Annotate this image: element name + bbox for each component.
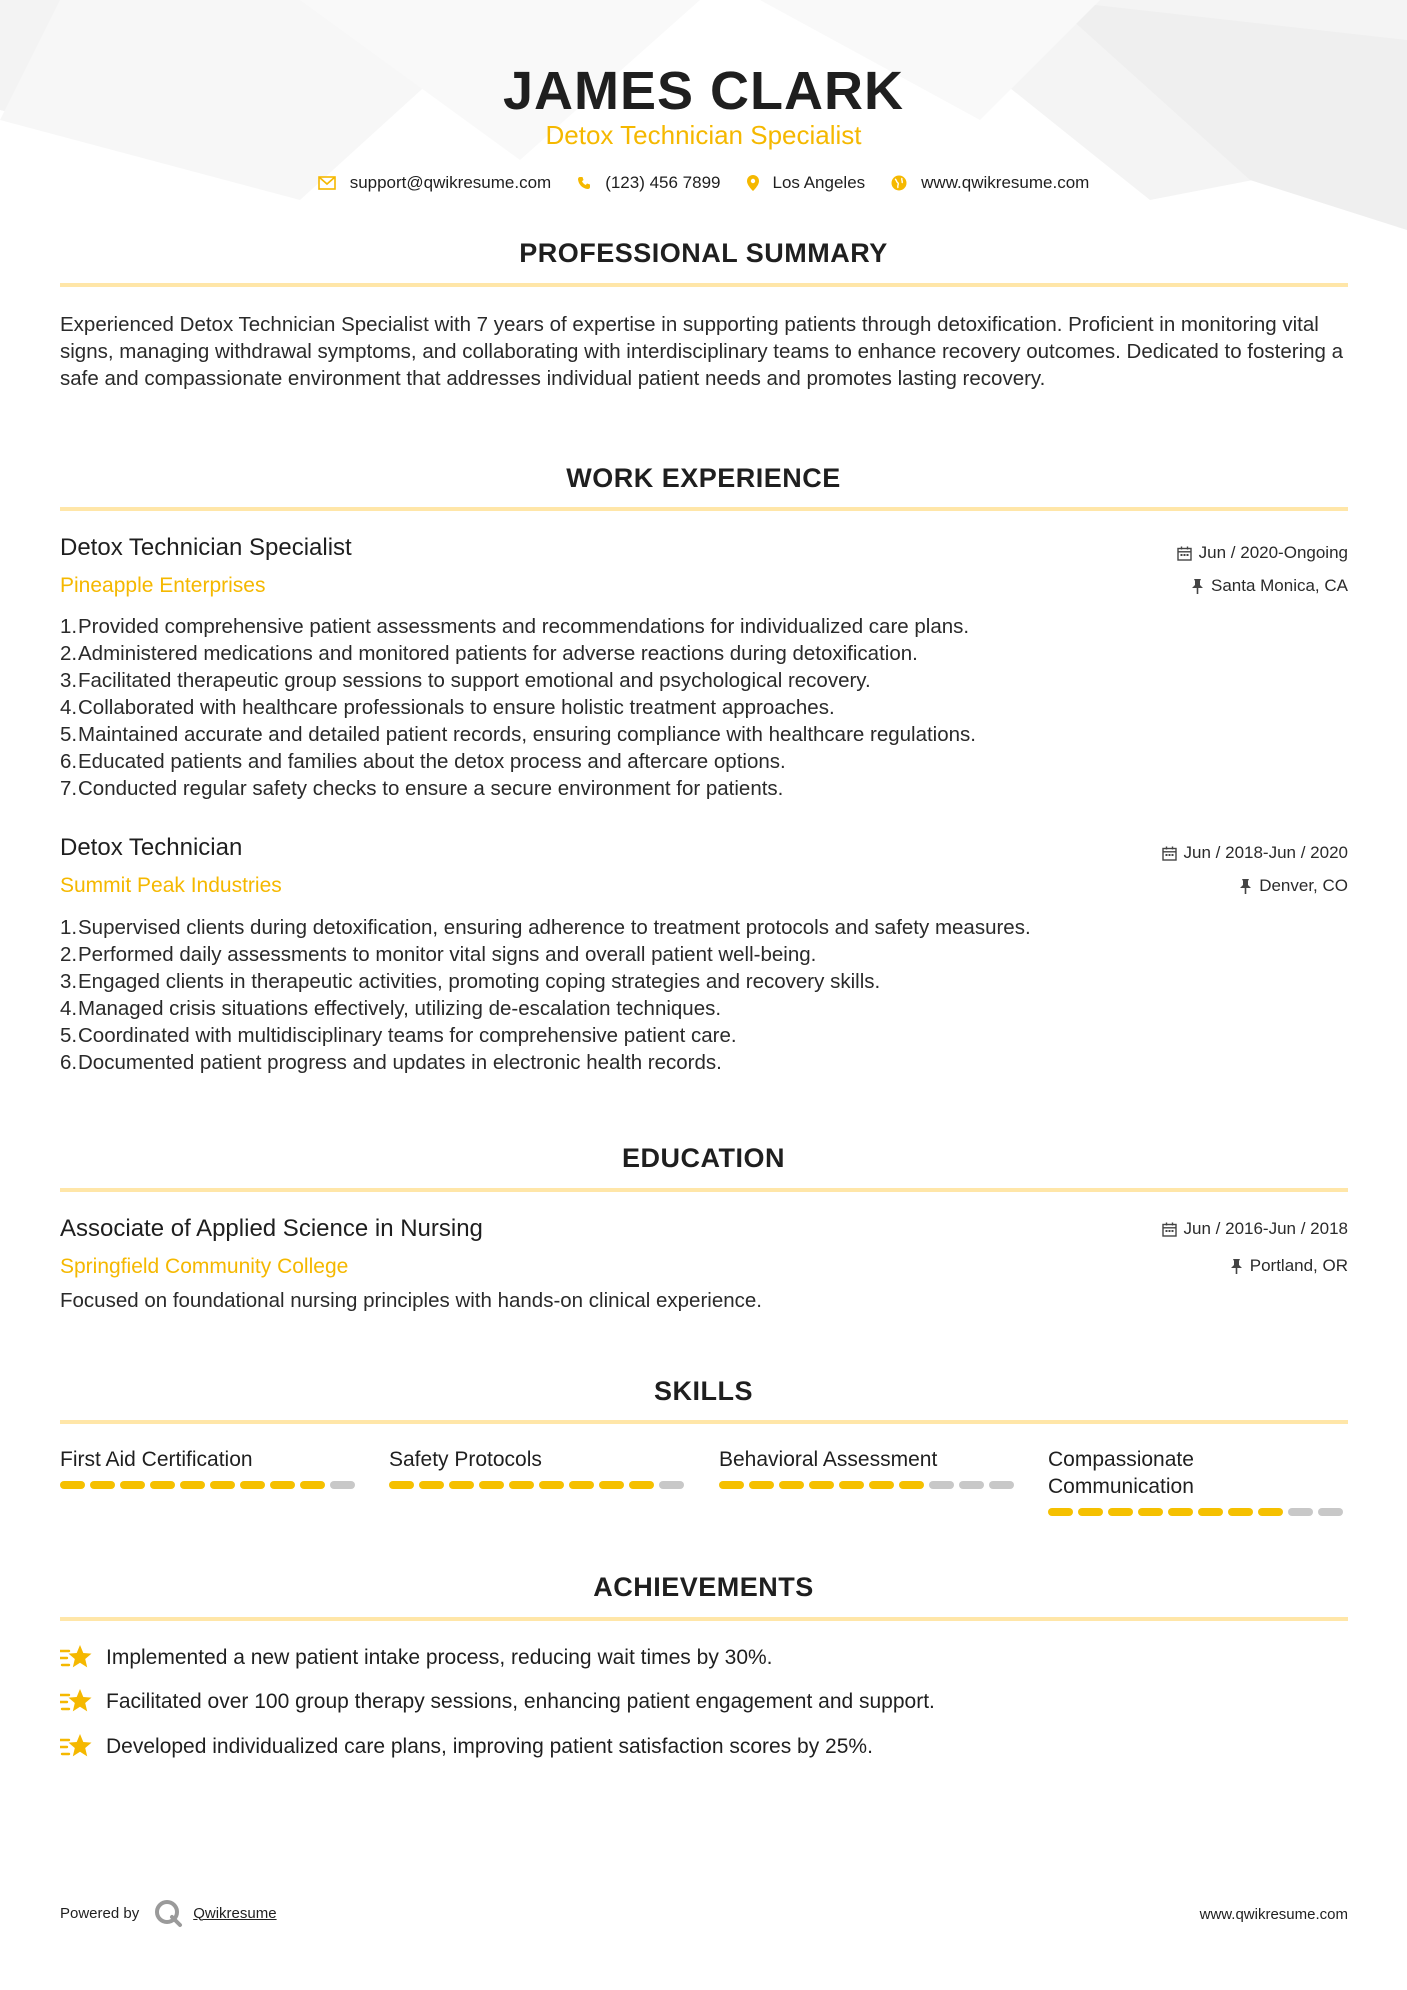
section-divider: [60, 1420, 1348, 1424]
shooting-star-icon: [60, 1732, 92, 1762]
calendar-icon: [1162, 846, 1177, 861]
list-item: 3. Facilitated therapeutic group sessions to support emotional and psychological recovery.: [60, 669, 871, 692]
skill-dot-empty: [1318, 1508, 1343, 1516]
job-dates-text: Jun / 2020-Ongoing: [1198, 543, 1348, 562]
list-item: 2. Performed daily assessments to monitor vital signs and overall patient well-being.: [60, 943, 817, 966]
qwikresume-link[interactable]: Qwikresume: [193, 1904, 277, 1922]
list-item: 5. Maintained accurate and detailed patient records, ensuring compliance with healthcare regulations.: [60, 723, 976, 746]
skill-dot-filled: [509, 1481, 534, 1489]
skill-dot-filled: [270, 1481, 295, 1489]
skill-item: [1048, 1446, 1348, 1516]
job-duties-list: [60, 914, 1350, 1076]
job-dates-text: Jun / 2018-Jun / 2020: [1183, 843, 1348, 862]
job-location: [1239, 876, 1348, 896]
contact-bar: [0, 173, 1407, 193]
contact-website-text: www.qwikresume.com: [921, 173, 1090, 192]
list-item: 6. Educated patients and families about the detox process and aftercare options.: [60, 750, 786, 773]
job-company: Summit Peak Industries: [60, 874, 282, 897]
contact-email-text: support@qwikresume.com: [349, 173, 552, 192]
achievement-item: [60, 1643, 773, 1673]
job-company: Pineapple Enterprises: [60, 574, 266, 597]
list-item: 3. Engaged clients in therapeutic activities, promoting coping strategies and recovery skills.: [60, 970, 881, 993]
job-title: Detox Technician: [60, 834, 243, 861]
job-duties-list: [60, 613, 1350, 802]
skill-dot-filled: [779, 1481, 804, 1489]
job-location-text: Denver, CO: [1259, 876, 1348, 895]
achievement-item: [60, 1687, 935, 1717]
section-divider: [60, 1188, 1348, 1192]
skill-dot-filled: [869, 1481, 894, 1489]
skill-dot-empty: [959, 1481, 984, 1489]
list-item: 2. Administered medications and monitored patients for adverse reactions during detoxification.: [60, 642, 918, 665]
phone-icon: [577, 176, 591, 190]
skill-dot-filled: [539, 1481, 564, 1489]
envelope-icon: [318, 176, 336, 190]
contact-website[interactable]: [891, 173, 1089, 193]
skill-dot-filled: [300, 1481, 325, 1489]
section-title-education: EDUCATION: [622, 1143, 785, 1173]
skill-name: Behavioral Assessment: [719, 1448, 938, 1471]
section-title-achievements: ACHIEVEMENTS: [593, 1572, 814, 1602]
achievement-text: Developed individualized care plans, improving patient satisfaction scores by 25%.: [106, 1735, 873, 1758]
skill-item: [60, 1446, 360, 1489]
shooting-star-icon: [60, 1687, 92, 1717]
job-title: Detox Technician Specialist: [60, 534, 352, 561]
skill-dot-filled: [1078, 1508, 1103, 1516]
education-location-text: Portland, OR: [1249, 1256, 1348, 1275]
list-item: 1. Provided comprehensive patient assessments and recommendations for individualized care plans.: [60, 615, 970, 638]
job-location-text: Santa Monica, CA: [1210, 576, 1348, 595]
skill-dot-filled: [749, 1481, 774, 1489]
skill-dot-filled: [599, 1481, 624, 1489]
skill-name: First Aid Certification: [60, 1448, 253, 1471]
list-item: 7. Conducted regular safety checks to ensure a secure environment for patients.: [60, 777, 784, 800]
skill-dot-filled: [419, 1481, 444, 1489]
job-dates: [1177, 543, 1348, 563]
skill-level-bar: [1048, 1508, 1348, 1516]
section-divider: [60, 1617, 1348, 1621]
skill-name: Safety Protocols: [389, 1448, 542, 1471]
skill-dot-filled: [120, 1481, 145, 1489]
skill-dot-filled: [180, 1481, 205, 1489]
skill-dot-filled: [1168, 1508, 1193, 1516]
skill-dot-filled: [1258, 1508, 1283, 1516]
skill-dot-filled: [479, 1481, 504, 1489]
list-item: 4. Managed crisis situations effectively, utilizing de-escalation techniques.: [60, 997, 722, 1020]
section-title-summary: PROFESSIONAL SUMMARY: [519, 238, 888, 268]
skill-item: [389, 1446, 689, 1489]
skill-dot-filled: [839, 1481, 864, 1489]
skill-dot-empty: [330, 1481, 355, 1489]
skill-dot-empty: [989, 1481, 1014, 1489]
education-description: Focused on foundational nursing principles with hands-on clinical experience.: [60, 1289, 762, 1312]
section-title-skills: SKILLS: [653, 1376, 753, 1406]
skill-dot-filled: [809, 1481, 834, 1489]
qwikresume-logo-icon: [153, 1898, 183, 1928]
powered-by-label: Powered by: [60, 1904, 140, 1922]
skill-dot-filled: [1228, 1508, 1253, 1516]
skill-dot-filled: [1198, 1508, 1223, 1516]
section-divider: [60, 283, 1348, 287]
list-item: 1. Supervised clients during detoxification, ensuring adherence to treatment protocols and safety measures.: [60, 916, 1031, 939]
skill-dot-filled: [1138, 1508, 1163, 1516]
skill-dot-empty: [1288, 1508, 1313, 1516]
pushpin-icon: [1191, 579, 1204, 594]
skill-dot-filled: [569, 1481, 594, 1489]
section-title-experience: WORK EXPERIENCE: [566, 463, 841, 493]
skill-dot-filled: [719, 1481, 744, 1489]
skill-dot-filled: [629, 1481, 654, 1489]
section-divider: [60, 507, 1348, 511]
skill-dot-filled: [389, 1481, 414, 1489]
contact-location-text: Los Angeles: [772, 173, 866, 192]
skill-dot-filled: [449, 1481, 474, 1489]
skill-dot-filled: [1108, 1508, 1133, 1516]
achievement-text: Facilitated over 100 group therapy sessions, enhancing patient engagement and support.: [106, 1690, 935, 1713]
map-pin-icon: [747, 175, 759, 191]
contact-email[interactable]: [318, 173, 552, 193]
candidate-title: Detox Technician Specialist: [545, 120, 862, 150]
skill-name: Compassionate Communication: [1048, 1448, 1194, 1498]
job-dates: [1162, 843, 1348, 863]
skill-level-bar: [389, 1481, 689, 1489]
calendar-icon: [1177, 546, 1192, 561]
contact-location: [747, 173, 866, 193]
globe-icon: [891, 175, 907, 191]
skill-level-bar: [60, 1481, 360, 1489]
contact-phone-text: (123) 456 7899: [605, 173, 721, 192]
job-location: [1191, 576, 1348, 596]
footer-website-link[interactable]: www.qwikresume.com: [1199, 1906, 1348, 1923]
summary-text: Experienced Detox Technician Specialist with 7 years of expertise in supporting patients through detoxification. Proficient in monitoring vital signs, managing withdrawal symptoms, and collaborating with interdisciplinary teams to enhance recovery outcomes. Dedicated to fostering a safe and compassionate environment that addresses individual patient needs and promotes lasting recovery.: [60, 313, 1344, 390]
skill-level-bar: [719, 1481, 1019, 1489]
skill-dot-empty: [659, 1481, 684, 1489]
list-item: 5. Coordinated with multidisciplinary teams for comprehensive patient care.: [60, 1024, 737, 1047]
education-dates: [1162, 1219, 1348, 1239]
skill-dot-filled: [899, 1481, 924, 1489]
list-item: 4. Collaborated with healthcare professionals to ensure holistic treatment approaches.: [60, 696, 835, 719]
skill-item: [719, 1446, 1019, 1489]
skill-dot-filled: [150, 1481, 175, 1489]
list-item: 6. Documented patient progress and updates in electronic health records.: [60, 1051, 722, 1074]
achievement-item: [60, 1732, 873, 1762]
skill-dot-filled: [90, 1481, 115, 1489]
skill-dot-filled: [60, 1481, 85, 1489]
skill-dot-filled: [210, 1481, 235, 1489]
shooting-star-icon: [60, 1643, 92, 1673]
school-name: Springfield Community College: [60, 1255, 349, 1278]
education-dates-text: Jun / 2016-Jun / 2018: [1183, 1219, 1348, 1238]
education-location: [1230, 1256, 1348, 1276]
calendar-icon: [1162, 1222, 1177, 1237]
skill-dot-empty: [929, 1481, 954, 1489]
achievement-text: Implemented a new patient intake process, reducing wait times by 30%.: [106, 1646, 773, 1669]
skill-dot-filled: [1048, 1508, 1073, 1516]
candidate-name: JAMES CLARK: [502, 61, 905, 121]
contact-phone[interactable]: [577, 173, 720, 193]
footer-powered-by: [60, 1898, 277, 1928]
skill-dot-filled: [240, 1481, 265, 1489]
pushpin-icon: [1239, 879, 1252, 894]
pushpin-icon: [1230, 1259, 1243, 1274]
degree-title: Associate of Applied Science in Nursing: [60, 1215, 483, 1242]
